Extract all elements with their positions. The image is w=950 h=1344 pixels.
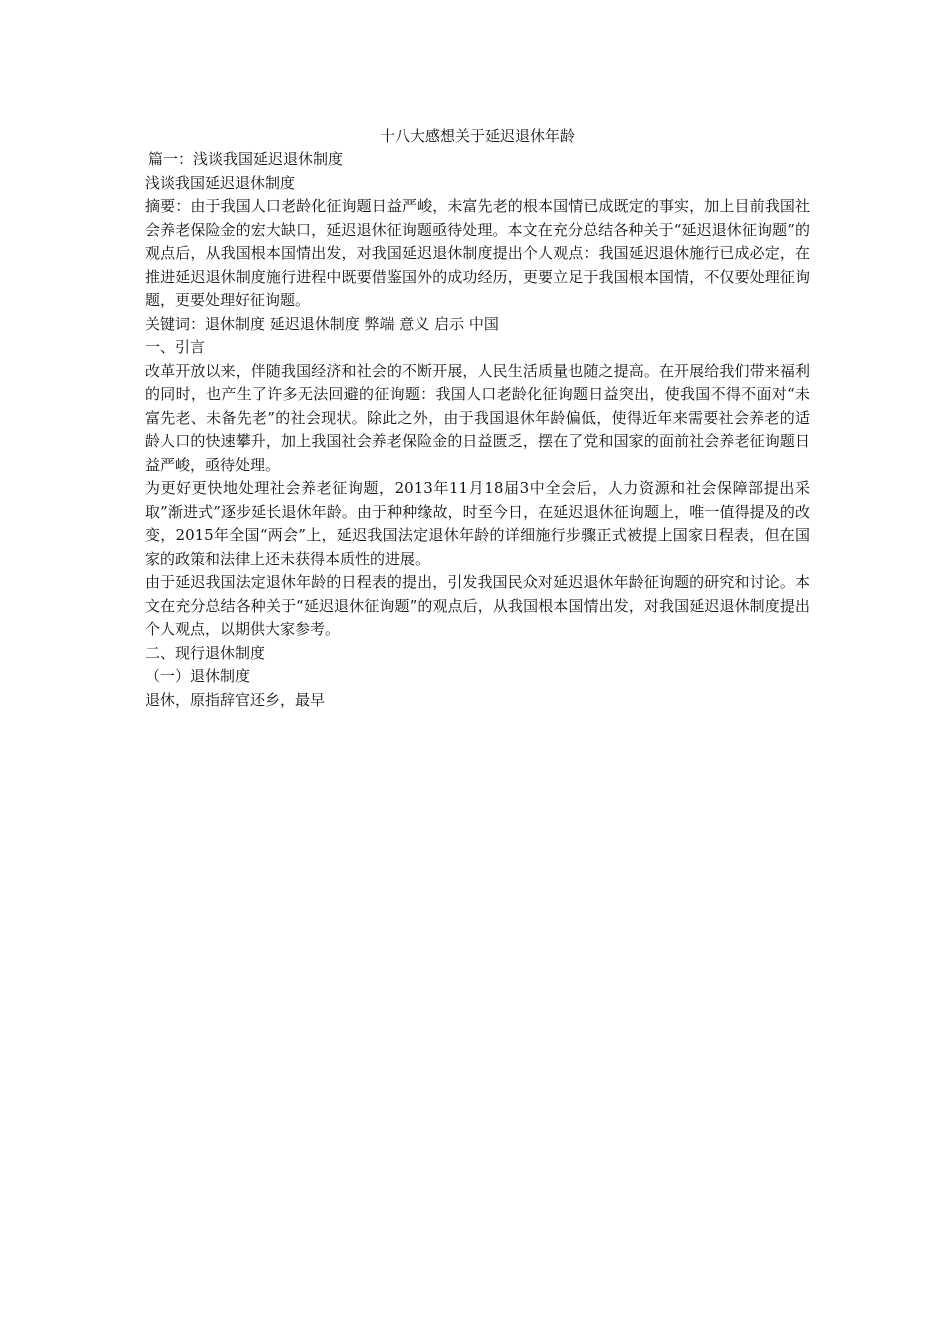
section-heading-current-system: 二、现行退休制度 (145, 643, 266, 662)
paragraph-keywords: 关键词：退休制度 延迟退休制度 弊端 意义 启示 中国 (145, 314, 499, 333)
document-page (145, 124, 810, 712)
paragraph-retirement-definition: 退休，原指辞官还乡，最早 (145, 690, 326, 709)
paragraph-intro-3: 由于延迟我国法定退休年龄的日程表的提出，引发我国民众对延迟退休年龄征询题的研究和讨论。本文在充分总结各种关于“延迟退休征询题”的观点后，从我国根本国情出发，对我国延迟退休制度提出个人观点，以期供大家参考。 (145, 573, 810, 638)
subsection-heading-retirement-system: （一）退休制度 (145, 667, 251, 685)
section-heading-introduction: 一、引言 (145, 338, 206, 356)
paragraph-article-title: 浅谈我国延迟退休制度 (145, 173, 296, 192)
document-title: 十八大感想关于延迟退休年龄 (379, 127, 575, 145)
paragraph-intro-2: 为更好更快地处理社会养老征询题，2013年11月18届3中全会后，人力资源和社会保障部提出采取”渐进式”逐步延长退休年龄。由于种种缘故，时至今日，在延迟退休征询题上，唯一值得提及的改变，2015年全国“两会”上，延迟我国法定退休年龄的详细施行步骤正式被提上国家日程表，但在国家的政策和法律上还未获得本质性的进展。 (145, 479, 810, 568)
paragraph-intro-1: 改革开放以来，伴随我国经济和社会的不断开展，人民生活质量也随之提高。在开展给我们带来福利的同时，也产生了许多无法回避的征询题：我国人口老龄化征询题日益突出，使我国不得不面对“未富先老、未备先老”的社会现状。除此之外，由于我国退休年龄偏低，使得近年来需要社会养老的适龄人口的快速攀升，加上我国社会养老保险金的日益匮乏，摆在了党和国家的面前社会养老征询题日益严峻，亟待处理。 (145, 361, 810, 474)
paragraph-abstract: 摘要：由于我国人口老龄化征询题日益严峻，未富先老的根本国情已成既定的事实，加上目前我国社会养老保险金的宏大缺口，延迟退休征询题亟待处理。本文在充分总结各种关于“延迟退休征询题”的观点后，从我国根本国情出发，对我国延迟退休制度提出个人观点：我国延迟退休施行已成必定，在推进延迟退休制度施行进程中既要借鉴国外的成功经历，更要立足于我国根本国情，不仅要处理征询题，更要处理好征询题。 (145, 197, 810, 309)
paragraph-part-heading: 篇一：浅谈我国延迟退休制度 (148, 150, 344, 168)
